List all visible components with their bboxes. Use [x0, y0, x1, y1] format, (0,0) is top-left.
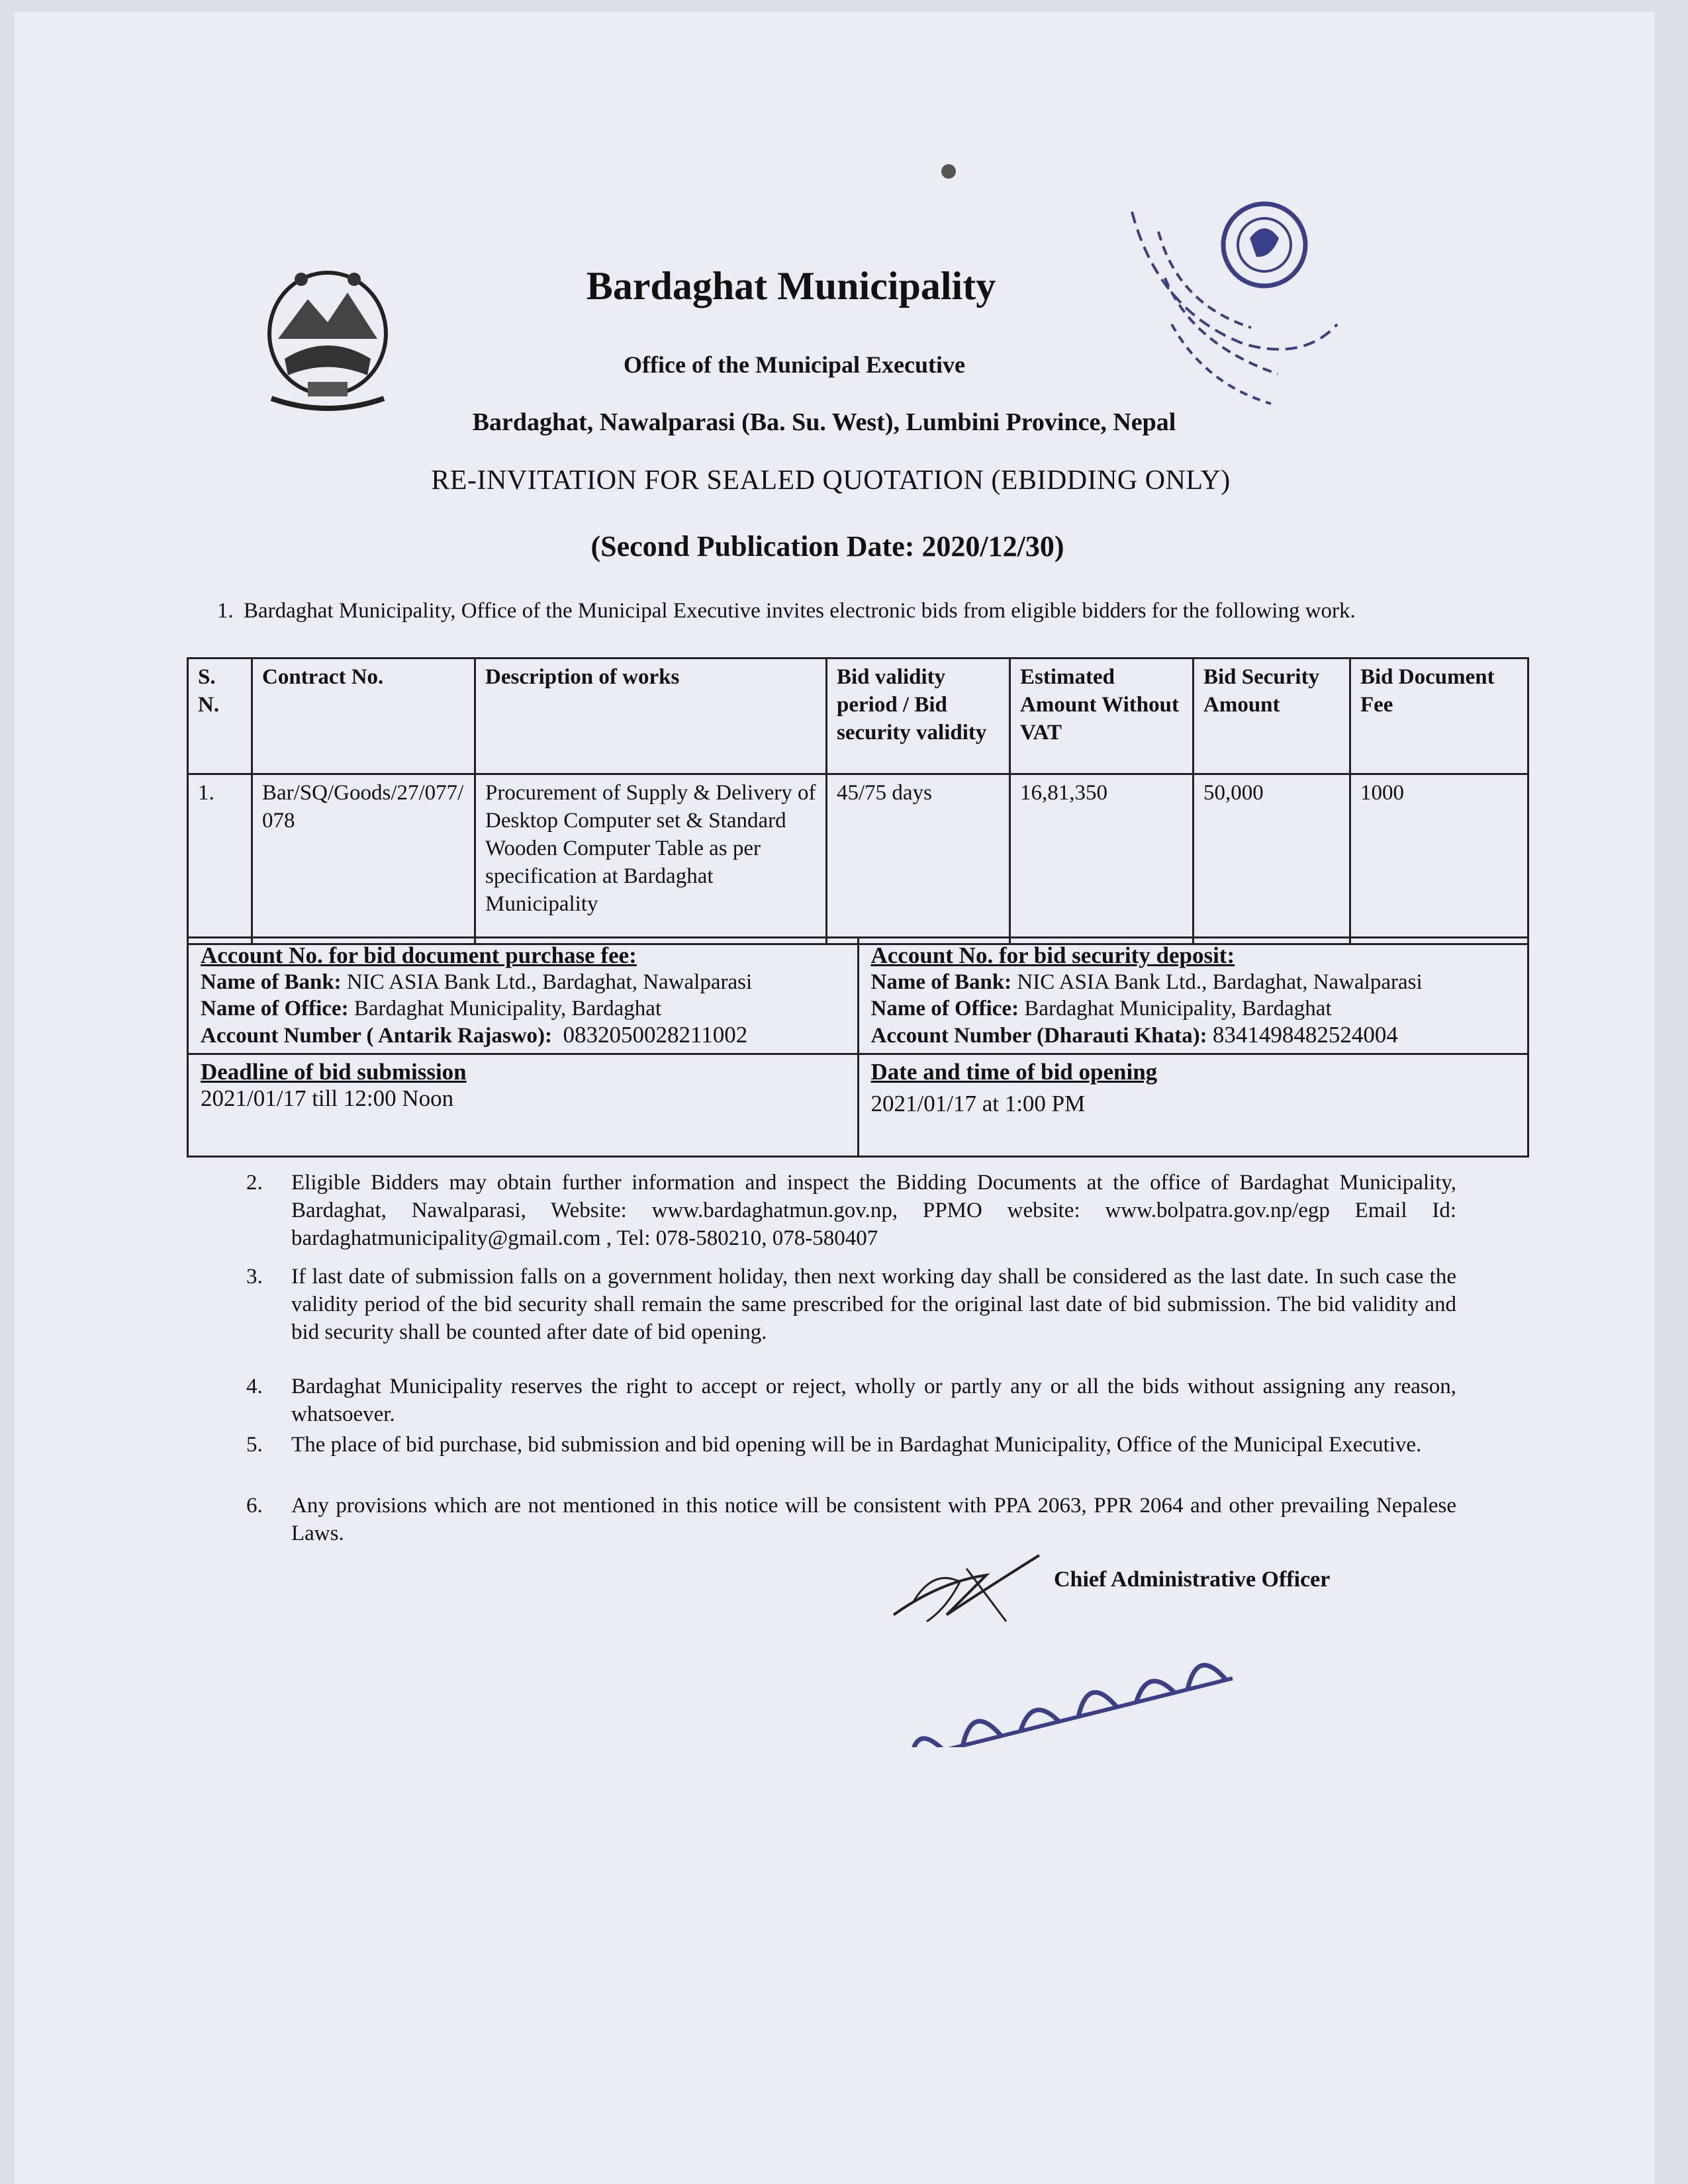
clause-5: 5. The place of bid purchase, bid submission and bid opening will be in Bardaghat Municipality, Office of the Municipal Executive. — [246, 1433, 1422, 1457]
clause-2: 2. Eligible Bidders may obtain further information and inspect the Bidding Documents at the office of Bardaghat Municipality, Bardaghat, Nawalparasi, Website: www.bardaghatmun.gov.np, PPMO website: www.bolpatra.gov.np/egp Email Id: bardaghatmunicipality@gmail.com , Tel: 078-580210, 078-580407 — [246, 1171, 1456, 1250]
deadline-cell — [188, 1054, 859, 1157]
cell-estimated-amount: 16,81,350 — [1010, 774, 1194, 944]
address-line: Bardaghat, Nawalparasi (Ba. Su. West), Lumbini Province, Nepal — [472, 408, 1176, 436]
security-office: Name of Office: Bardaghat Municipality, Bardaghat — [870, 997, 1332, 1021]
bids-table — [187, 657, 1529, 945]
clause-6: 6. Any provisions which are not mentioned in this notice will be consistent with PPA 2063, PPR 2064 and other prevailing Nepalese Laws. — [246, 1494, 1456, 1545]
header-validity: Bid validity period / Bid security validity — [827, 659, 1010, 774]
signature-icon — [887, 1542, 1046, 1635]
opening-cell — [858, 1054, 1528, 1157]
cell-security-amount: 50,000 — [1194, 774, 1350, 944]
header-sn: S. N. — [188, 659, 252, 774]
cell-document-fee: 1000 — [1350, 774, 1528, 944]
page-title: Bardaghat Municipality — [586, 264, 996, 308]
doc-fee-account-number: Account Number ( Antarik Rajaswo): 0832050028211002 — [201, 1022, 748, 1048]
account-row — [188, 938, 1528, 1054]
security-bank: Name of Bank: NIC ASIA Bank Ltd., Bardaghat, Nawalparasi — [870, 970, 1423, 994]
signatory-title: Chief Administrative Officer — [1054, 1567, 1331, 1592]
table-header-row — [188, 659, 1528, 774]
doc-fee-bank: Name of Bank: NIC ASIA Bank Ltd., Bardaghat, Nawalparasi — [201, 970, 753, 994]
designation-stamp-icon — [874, 1641, 1244, 1747]
doc-fee-heading: Account No. for bid document purchase fee: — [201, 942, 637, 968]
cell-contract-no: Bar/SQ/Goods/27/077/078 — [252, 774, 475, 944]
notice-heading: RE-INVITATION FOR SEALED QUOTATION (EBIDDING ONLY) — [431, 465, 1231, 496]
clause-4: 4. Bardaghat Municipality reserves the right to accept or reject, wholly or partly any or all the bids without assigning any reason, whatsoever. — [246, 1375, 1456, 1426]
intro-paragraph: 1. Bardaghat Municipality, Office of the Municipal Executive invites electronic bids from eligible bidders for the following work. — [244, 597, 1415, 625]
doc-fee-office: Name of Office: Bardaghat Municipality, Bardaghat — [201, 997, 662, 1021]
cell-validity: 45/75 days — [827, 774, 1010, 944]
account-table — [187, 936, 1529, 1158]
header-estimated-amount: Estimated Amount Without VAT — [1010, 659, 1194, 774]
deadline-label: Deadline of bid submission — [201, 1059, 467, 1085]
clause-number: 1. — [217, 599, 234, 623]
security-account-number: Account Number (Dharauti Khata): 8341498482524004 — [870, 1022, 1398, 1048]
doc-fee-account-cell — [188, 938, 859, 1054]
publication-date: (Second Publication Date: 2020/12/30) — [590, 530, 1064, 563]
cell-description: Procurement of Supply & Delivery of Desktop Computer set & Standard Wooden Computer Table as per specification at Bardaghat Municipality — [475, 774, 827, 944]
security-account-cell — [858, 938, 1528, 1054]
table-row — [188, 774, 1528, 944]
deadline-row — [188, 1054, 1528, 1157]
header-description: Description of works — [475, 659, 827, 774]
deadline-value: 2021/01/17 till 12:00 Noon — [201, 1085, 454, 1111]
office-subtitle: Office of the Municipal Executive — [624, 351, 965, 378]
header-security-amount: Bid Security Amount — [1194, 659, 1350, 774]
header-document-fee: Bid Document Fee — [1350, 659, 1528, 774]
opening-label: Date and time of bid opening — [870, 1059, 1158, 1085]
security-heading: Account No. for bid security deposit: — [870, 942, 1235, 968]
header-contract-no: Contract No. — [252, 659, 475, 774]
clause-3: 3. If last date of submission falls on a government holiday, then next working day shall be considered as the last date. In such case the validity period of the bid security shall remain the same prescribed for the original last date of bid submission. The bid validity and bid security shall be counted after date of bid opening. — [246, 1265, 1456, 1344]
opening-value: 2021/01/17 at 1:00 PM — [870, 1091, 1086, 1116]
cell-sn: 1. — [188, 774, 252, 944]
paper-mark-icon — [939, 161, 959, 181]
